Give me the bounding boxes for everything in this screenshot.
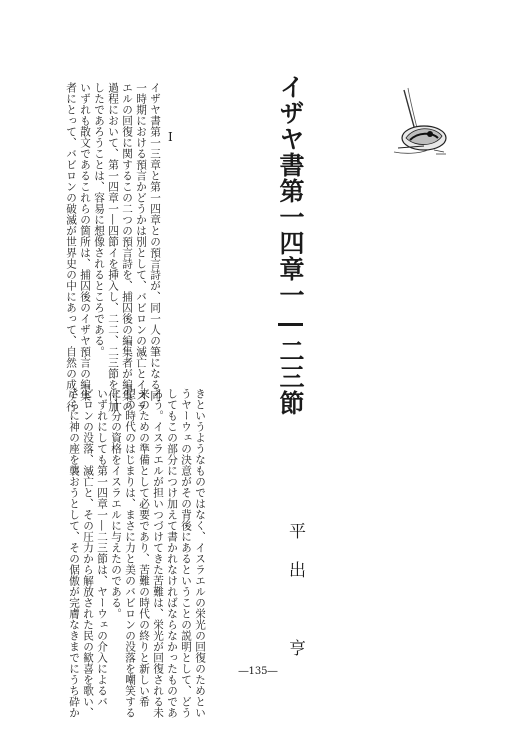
article-title: イザヤ書第一四章一―二三節: [276, 74, 305, 416]
text-line: 過程において、第一四章一―四節イを挿入し、二二、二三節を付加: [107, 82, 119, 412]
text-line: エルの回復に関するこの二つの預言詩を、捕囚後の編集者が編集の: [121, 82, 133, 412]
text-line: に十分の資格をイスラエルに与えたのである。: [110, 388, 122, 619]
text-line: 一時期における預言かどうかは別として、バビロンの滅亡とイスラ: [135, 82, 147, 412]
text-line: ビロンの没落、滅亡と、その圧力から解放された民の歓喜を歌い、: [82, 388, 94, 718]
text-line: うヤーウェの決意がその背後にあるということの説明として、どう: [180, 388, 192, 718]
text-line: いずれにしても第一四章一―二三節は、ヤーウェの介入によるバ: [96, 388, 108, 707]
text-line: 来のための準備として必要であり、苦難の時代の終りと新しい希: [138, 388, 150, 707]
text-line: 望の時代のはじまりは、まさに力と美のバビロンの没落を嘲笑する: [124, 388, 136, 718]
pen-and-ink-emblem-icon: [384, 86, 454, 162]
text-line: イザヤ書第一三章と第一四章との預言詩が、同一人の筆になる同: [149, 82, 161, 401]
section-number: I: [168, 130, 173, 144]
body-text-lower: [57, 388, 207, 718]
page-number: ―135―: [238, 666, 278, 677]
text-line: 者にとって、バビロンの破滅が世界史の中にあって、自然の成り行: [65, 82, 77, 412]
body-text-upper: [34, 82, 162, 412]
author-name: 平出 亨: [285, 522, 305, 678]
text-line: ろう。イスラエルが担いつづけてきた苦難は、栄光が回復される未: [152, 388, 164, 718]
text-line: したであろうことは、容易に想像されるところである。: [93, 82, 105, 357]
text-line: きというようなものではなく、イスラエルの栄光の回復のためとい: [194, 388, 206, 718]
text-line: してもこの部分につけ加えて書かれなければならなかったものであ: [166, 388, 178, 718]
text-line: さらに神の座を襲おうとして、その倨傲が完膚なきまでにうち砕か: [68, 388, 80, 718]
text-line: いずれも散文であるこれらの箇所は、捕囚後のイザヤ預言の編集: [79, 82, 91, 401]
